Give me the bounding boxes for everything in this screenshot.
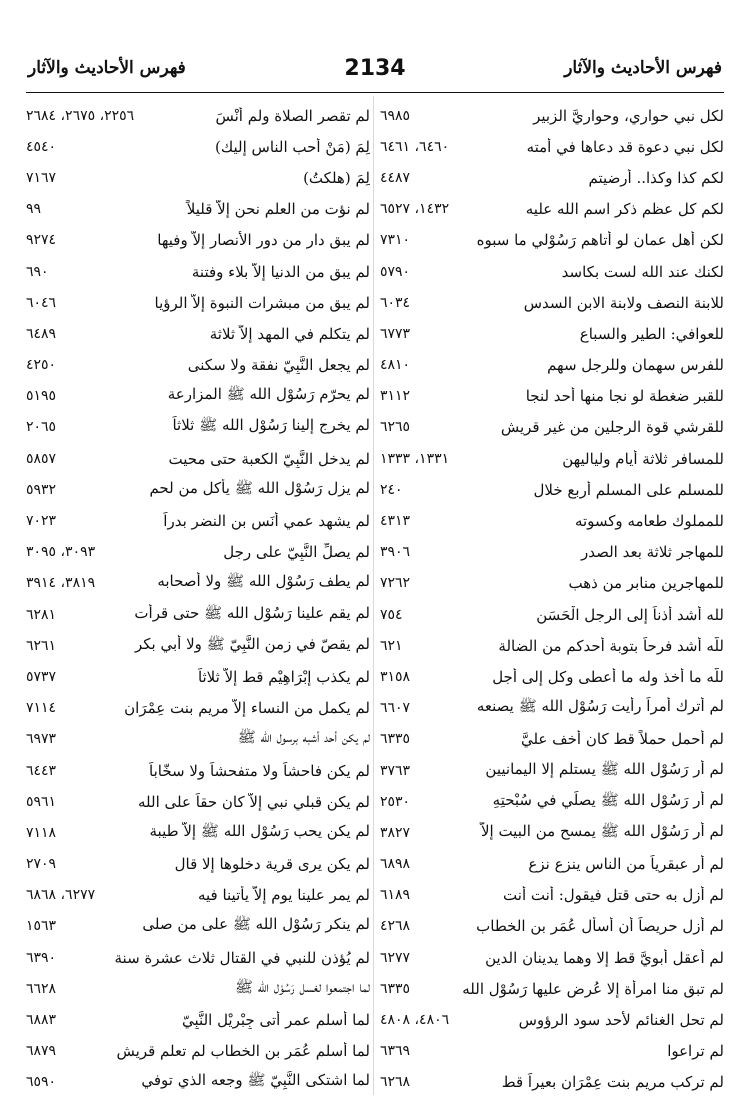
hadith-number: ٧٢٦٢: [380, 575, 411, 592]
hadith-text: لم يمر علينا يوم إلاّ يأتينا فيه: [197, 886, 370, 905]
index-entry: [380, 849, 724, 880]
index-entry: [380, 287, 724, 318]
index-entry: [380, 973, 724, 1004]
index-entry: [380, 505, 724, 536]
hadith-text: لم أر رَسُوْل الله ﷺ يستلم إلا اليمانيين: [485, 759, 724, 778]
index-entry: [380, 1067, 724, 1098]
hadith-text: لم يكمل من النساء إلاّ مريم بنت عِمْرَان: [124, 699, 370, 718]
index-entry: [26, 1067, 370, 1098]
hadith-number: ٥٩٣٢: [26, 481, 57, 498]
left-column: [26, 100, 370, 1099]
hadith-number: ٦٨٩٨: [380, 856, 411, 873]
hadith-text: لكن أهل عمان لو أتاهم رَسُوْلي ما سبوه: [476, 231, 724, 250]
hadith-number: ٤٥٤٠: [26, 138, 57, 155]
hadith-number: ٤٤٨٧: [380, 169, 411, 186]
hadith-text: لم يكن فاحشاً ولا متفحشاً ولا سخّاباً: [149, 761, 370, 780]
hadith-text: لم تبق منا امرأة إلا عُرض عليها رَسُوْل الله: [462, 979, 724, 998]
hadith-number: ٦٩٧٣: [26, 731, 57, 748]
hadith-number: ٦٤٤٣: [26, 762, 57, 779]
hadith-number: ٦٥٩٠: [26, 1074, 57, 1091]
hadith-text: لِمَ (مَنْ أحب الناس إليك): [214, 137, 370, 156]
hadith-number: ٦٢٦٥: [380, 419, 411, 436]
hadith-number: ٩٩: [26, 201, 42, 218]
hadith-number: ٣٩٠٦: [380, 544, 411, 561]
hadith-text: للقبر ضغطة لو نجا منها أحد لنجا: [525, 387, 724, 406]
hadith-text: لم ينكر رَسُوْل الله ﷺ على من صلى: [142, 915, 370, 934]
hadith-number: ٦٠٤٦: [26, 294, 57, 311]
index-entry: [380, 194, 724, 225]
hadith-number: ٦٩٠: [26, 263, 49, 280]
hadith-text: لما اجتمعوا لغسل رَسُوْل الله ﷺ: [234, 977, 370, 996]
index-entry: [380, 443, 724, 474]
index-entry: [26, 287, 370, 318]
index-entry: [26, 724, 370, 755]
hadith-number: ٦٣٩٠: [26, 949, 57, 966]
hadith-text: للمملوك طعامه وكسوته: [574, 512, 724, 531]
index-entry: [380, 381, 724, 412]
page-header: [28, 56, 722, 86]
hadith-text: للفرس سهمان وللرجل سهم: [547, 356, 724, 375]
index-entry: [380, 100, 724, 131]
hadith-text: لكل نبي دعوة قد دعاها في أمته: [526, 137, 724, 156]
hadith-number: ٧١٦٧: [26, 169, 57, 186]
hadith-number: ٢٢٥٦، ٢٦٧٥، ٢٦٨٤: [26, 107, 135, 124]
index-entry: [26, 973, 370, 1004]
hadith-text: لم أزل حريصاً أن أسأل عُمَر بن الخطاب: [476, 917, 724, 936]
index-entry: [380, 318, 724, 349]
index-entry: [380, 817, 724, 848]
index-entry: [380, 568, 724, 599]
hadith-number: ٣٨١٩، ٣٩١٤: [26, 575, 96, 592]
hadith-text: لما أسلم عُمَر بن الخطاب لم تعلم قريش: [116, 1042, 370, 1061]
hadith-number: ٦٧٧٣: [380, 325, 411, 342]
hadith-number: ٦٣٦٩: [380, 1043, 411, 1060]
header-rule: [26, 92, 724, 93]
hadith-number: ٦٢٧٧: [380, 949, 411, 966]
hadith-number: ٤٨٠٦، ٤٨٠٨: [380, 1012, 450, 1029]
index-entry: [26, 693, 370, 724]
hadith-number: ٧٠٢٣: [26, 513, 57, 530]
hadith-text: لم نؤت من العلم نحن إلاّ قليلاً: [186, 200, 370, 219]
hadith-text: لم يزل رَسُوْل الله ﷺ يأكل من لحم: [149, 478, 370, 497]
hadith-text: للّه أشد فرحاً بتوبة أحدكم من الضالة: [498, 636, 724, 655]
hadith-text: لم أر رَسُوْل الله ﷺ يمسح من البيت إلاّ: [480, 821, 724, 840]
running-title-left: فهرس الأحاديث والآثار: [28, 58, 186, 78]
index-entry: [26, 194, 370, 225]
hadith-number: ٢٧٠٩: [26, 856, 57, 873]
hadith-number: ٤٢٦٨: [380, 918, 411, 935]
hadith-number: ٥٩٦١: [26, 793, 57, 810]
hadith-text: لم يصلِّ النَّبِيّ على رجل: [223, 543, 370, 562]
hadith-text: لم يُؤذن للنبي في القتال ثلاث عشرة سنة: [114, 948, 370, 967]
index-entry: [380, 755, 724, 786]
hadith-text: لله أشد أذناً إلى الرجل الْحَسَن: [536, 605, 724, 624]
index-entry: [26, 630, 370, 661]
hadith-number: ٥٧٩٠: [380, 263, 411, 280]
hadith-text: لم يخرج إلينا رَسُوْل الله ﷺ ثلاثاً: [172, 416, 370, 435]
hadith-number: ٦٤٦٠، ٦٤٦١: [380, 138, 450, 155]
index-entry: [26, 755, 370, 786]
hadith-number: ٦٩٨٥: [380, 107, 411, 124]
index-entry: [26, 505, 370, 536]
hadith-text: لم أعقل أبويَّ قط إلا وهما يدينان الدين: [485, 948, 724, 967]
hadith-text: لم أر رَسُوْل الله ﷺ يصلِّي في سُبْحتِهِ: [492, 790, 724, 809]
index-columns: [26, 100, 724, 1099]
hadith-text: لم أزل به حتى قتل فيقول: أنت أنت: [503, 886, 724, 905]
index-entry: [26, 162, 370, 193]
index-entry: [380, 1004, 724, 1035]
index-entry: [26, 786, 370, 817]
running-title-right: فهرس الأحاديث والآثار: [564, 58, 722, 78]
hadith-text: لم أر عبقرياً من الناس ينزع نزع: [528, 855, 724, 874]
hadith-number: ٦٢٦٨: [380, 1074, 411, 1091]
index-entry: [380, 599, 724, 630]
hadith-text: للمهاجرين منابر من ذهب: [568, 574, 724, 593]
hadith-text: لكل نبي حواري، وحواريَّ الزبير: [533, 106, 724, 125]
hadith-text: للمسافر ثلاثة أيام ولياليهن: [562, 449, 724, 468]
index-entry: [380, 412, 724, 443]
hadith-number: ٦٢١: [380, 637, 403, 654]
hadith-number: ٦١٨٩: [380, 887, 411, 904]
hadith-text: لم يكن قبلي نبي إلاّ كان حقاً على الله: [138, 792, 370, 811]
hadith-text: لم يبق من الدنيا إلاّ بلاء وفتنة: [191, 262, 370, 281]
hadith-text: للمسلم على المسلم أربع خلال: [533, 480, 724, 499]
hadith-number: ٥٨٥٧: [26, 450, 57, 467]
index-entry: [380, 942, 724, 973]
index-entry: [380, 162, 724, 193]
hadith-text: لم يكذب إبْرَاهِيْم قط إلاّ ثلاثاً: [197, 667, 370, 686]
hadith-number: ٧٣١٠: [380, 232, 411, 249]
hadith-number: ١٥٦٣: [26, 918, 57, 935]
hadith-text: لكنك عند الله لست بكاسد: [561, 262, 724, 281]
hadith-number: ٦٢٦١: [26, 637, 57, 654]
index-entry: [26, 100, 370, 131]
hadith-text: لم يكن يرى قرية دخلوها إلا قال: [174, 855, 370, 874]
hadith-text: لم تركب مريم بنت عِمْرَان بعيراً قط: [501, 1073, 724, 1092]
hadith-text: لم يشهد عمي أنَس بن النضر بدراً: [163, 512, 370, 531]
hadith-number: ٢٥٣٠: [380, 793, 411, 810]
hadith-number: ٧١١٨: [26, 824, 57, 841]
index-entry: [26, 443, 370, 474]
hadith-text: لما أسلم عمر أتى جِبْرِيْل النَّبِيّ: [182, 1011, 370, 1030]
hadith-number: ٣١٥٨: [380, 668, 411, 685]
index-entry: [26, 381, 370, 412]
hadith-text: لم يدخل النَّبِيّ الكعبة حتى محيت: [168, 449, 370, 468]
index-entry: [380, 693, 724, 724]
index-entry: [26, 318, 370, 349]
hadith-number: ٦٦٠٧: [380, 700, 411, 717]
hadith-number: ٦٢٨١: [26, 606, 57, 623]
index-entry: [26, 911, 370, 942]
index-entry: [380, 350, 724, 381]
index-entry: [26, 568, 370, 599]
index-entry: [26, 880, 370, 911]
index-entry: [380, 256, 724, 287]
hadith-number: ٢٠٦٥: [26, 419, 57, 436]
hadith-number: ٦٤٨٩: [26, 325, 57, 342]
index-entry: [380, 474, 724, 505]
index-entry: [26, 350, 370, 381]
index-entry: [380, 537, 724, 568]
hadith-text: لم يبق دار من دور الأنصار إلاّ وفيها: [157, 231, 370, 250]
hadith-text: لم أترك أمراً رأيت رَسُوْل الله ﷺ يصنعه: [476, 697, 724, 716]
index-entry: [380, 911, 724, 942]
hadith-text: للقرشي قوة الرجلين من غير قريش: [500, 418, 724, 437]
hadith-number: ٣٠٩٣، ٣٠٩٥: [26, 544, 96, 561]
index-entry: [380, 661, 724, 692]
hadith-text: لم يقصّ في زمن النَّبِيّ ﷺ ولا أبي بكر: [135, 634, 370, 653]
hadith-number: ٦٣٣٥: [380, 731, 411, 748]
index-entry: [26, 537, 370, 568]
hadith-text: للعوافي: الطير والسباع: [579, 324, 724, 343]
hadith-text: لم يتكلم في المهد إلاّ ثلاثة: [209, 324, 370, 343]
index-entry: [26, 817, 370, 848]
hadith-number: ٦٨٧٩: [26, 1043, 57, 1060]
hadith-number: ٤٣١٣: [380, 513, 411, 530]
index-entry: [26, 1004, 370, 1035]
index-entry: [26, 474, 370, 505]
hadith-text: لم يجعل النَّبِيّ نفقة ولا سكنى: [187, 356, 370, 375]
index-entry: [380, 630, 724, 661]
hadith-text: للابنة النصف ولابنة الابن السدس: [523, 293, 724, 312]
index-entry: [26, 225, 370, 256]
index-entry: [26, 412, 370, 443]
hadith-number: ٦٦٢٨: [26, 980, 57, 997]
hadith-text: لم تراعوا: [667, 1042, 724, 1061]
hadith-number: ٣١١٢: [380, 388, 411, 405]
page-number: 2134: [344, 56, 406, 81]
hadith-number: ٩٢٧٤: [26, 232, 57, 249]
hadith-number: ٥٧٣٧: [26, 668, 57, 685]
hadith-number: ٤٢٥٠: [26, 357, 57, 374]
index-entry: [380, 1036, 724, 1067]
index-entry: [380, 880, 724, 911]
hadith-number: ٧٥٤: [380, 606, 403, 623]
hadith-text: لِمَ (هلكتُ): [303, 168, 370, 187]
index-entry: [26, 256, 370, 287]
hadith-number: ٦٣٣٥: [380, 980, 411, 997]
hadith-text: للّه ما أخذ وله ما أعطى وكل إلى أجل: [492, 667, 724, 686]
hadith-text: لم تحل الغنائم لأحد سود الرؤوس: [518, 1011, 724, 1030]
right-column: [380, 100, 724, 1099]
hadith-text: لم يقم علينا رَسُوْل الله ﷺ حتى قرأت: [134, 603, 370, 622]
index-entry: [380, 131, 724, 162]
hadith-text: للمهاجر ثلاثة بعد الصدر: [580, 543, 724, 562]
index-entry: [26, 942, 370, 973]
hadith-number: ٢٤٠: [380, 481, 403, 498]
index-entry: [380, 724, 724, 755]
hadith-text: لم أحمل حملاً قط كان أخف عليَّ: [520, 730, 724, 749]
hadith-text: لكم كل عظم ذكر اسم الله عليه: [525, 200, 724, 219]
index-entry: [380, 786, 724, 817]
hadith-text: لم تقصر الصلاة ولم أنْسَ: [215, 106, 370, 125]
index-entry: [380, 225, 724, 256]
hadith-text: لم يطف رَسُوْل الله ﷺ ولا أصحابه: [157, 572, 370, 591]
hadith-number: ٦٠٣٤: [380, 294, 411, 311]
hadith-text: لم يكن يحب رَسُوْل الله ﷺ إلاّ طيبة: [149, 821, 370, 840]
hadith-number: ٣٧٦٣: [380, 762, 411, 779]
index-entry: [26, 661, 370, 692]
index-entry: [26, 1036, 370, 1067]
hadith-number: ٧١١٤: [26, 700, 57, 717]
index-entry: [26, 131, 370, 162]
index-entry: [26, 599, 370, 630]
hadith-number: ٦٢٧٧، ٦٨٦٨: [26, 887, 96, 904]
hadith-number: ٤٨١٠: [380, 357, 411, 374]
hadith-number: ٦٨٨٣: [26, 1012, 57, 1029]
hadith-number: ٥١٩٥: [26, 388, 57, 405]
hadith-text: لم يبق من مبشرات النبوة إلاّ الرؤيا: [154, 293, 370, 312]
hadith-number: ٣٨٢٧: [380, 824, 411, 841]
hadith-text: لكم كذا وكذا.. أرضيتم: [588, 168, 724, 187]
hadith-number: ١٣٣١، ١٣٣٣: [380, 450, 450, 467]
hadith-text: لما اشتكى النَّبِيّ ﷺ وجعه الذي توفي: [141, 1071, 370, 1090]
hadith-number: ١٤٣٢، ٦٥٢٧: [380, 201, 450, 218]
hadith-text: لم يكن أحد أشبه برسول الله ﷺ: [237, 728, 370, 747]
index-entry: [26, 849, 370, 880]
hadith-text: لم يحرّم رَسُوْل الله ﷺ المزارعة: [167, 385, 370, 404]
